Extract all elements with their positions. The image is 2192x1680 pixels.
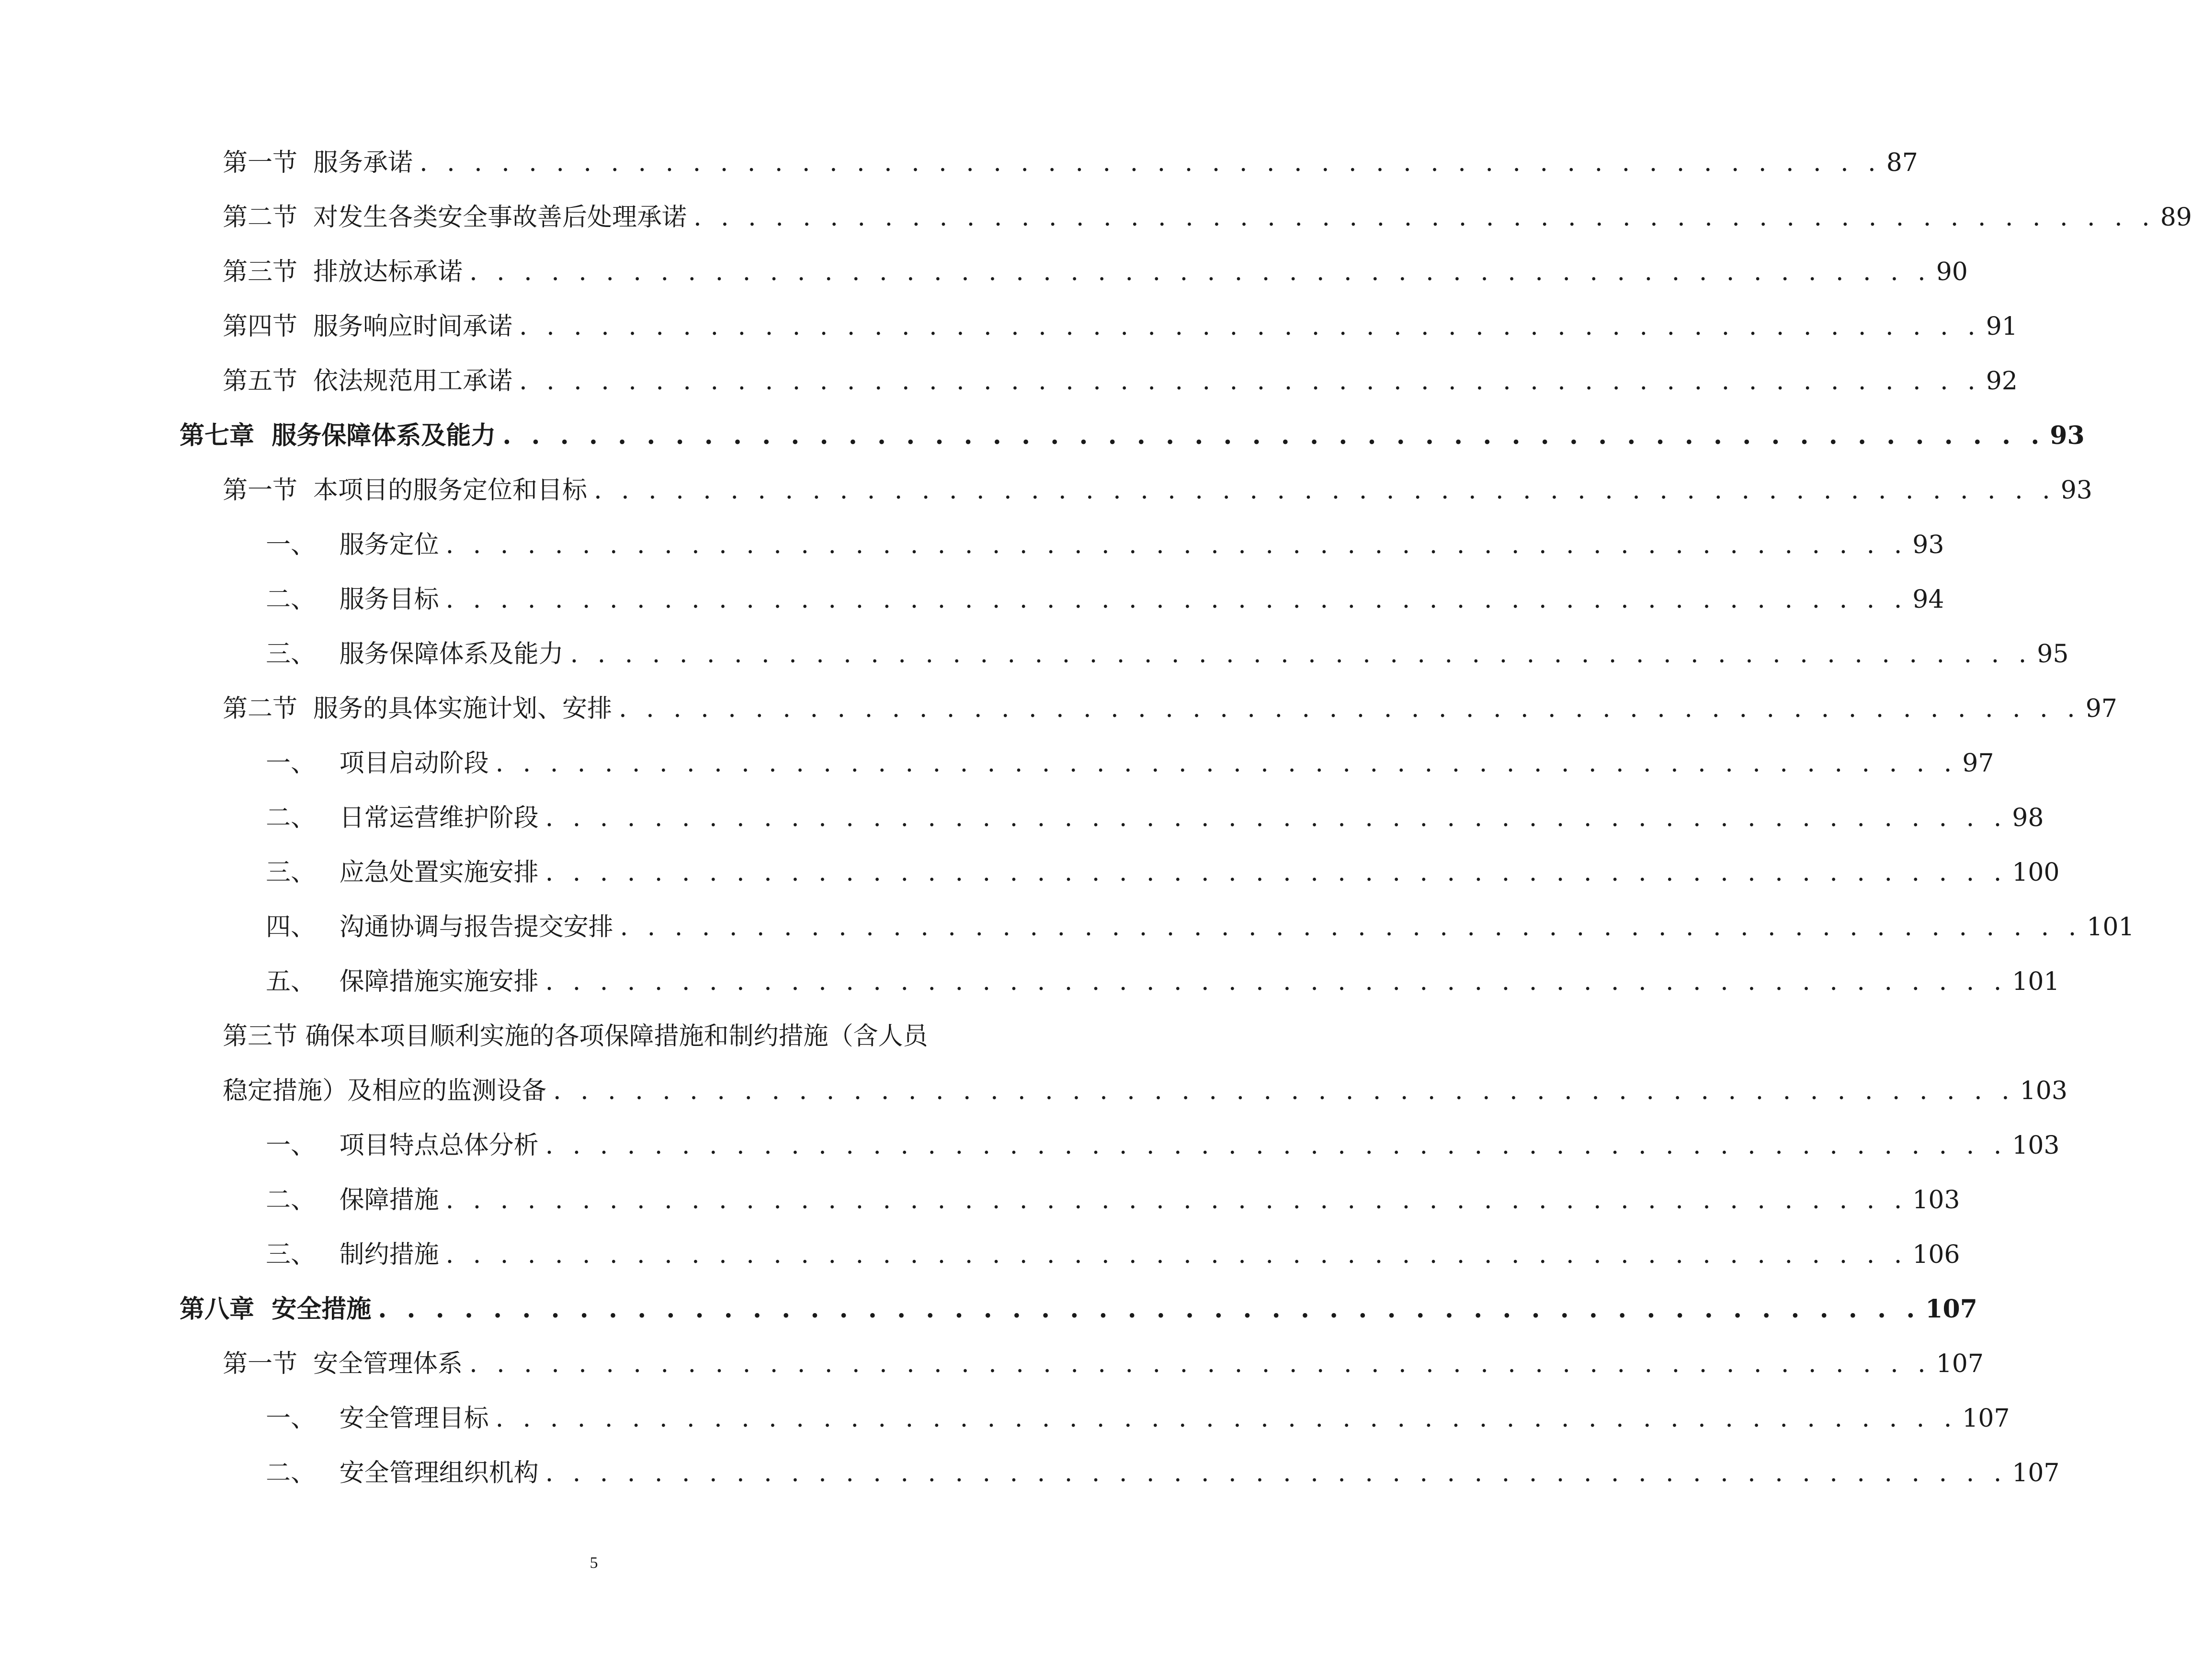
- toc-entry-page: 107: [1936, 1350, 1984, 1378]
- toc-entry-label: 稳定措施）及相应的监测设备: [223, 1077, 547, 1105]
- toc-subentry[interactable]: [266, 747, 1994, 780]
- toc-entry-label: 四、 沟通协调与报告提交安排: [266, 913, 613, 942]
- toc-entry-label: 三、 应急处置实施安排: [266, 858, 539, 887]
- dot-leader: . . . . . . . . . . . . . . . . . . . . . . . . . . . . . . . . . . . . . . . . . . . . . . . . . . . . . .: [545, 967, 2008, 996]
- toc-entry-label: 二、 保障措施: [266, 1186, 439, 1215]
- toc-entry-page: 107: [2012, 1459, 2060, 1487]
- dot-leader: . . . . . . . . . . . . . . . . . . . . . . . . . . . . . . . . . . . . . . . . . . . . . . . . . . . . . .: [619, 694, 2081, 723]
- dot-leader: . . . . . . . . . . . . . . . . . . . . . . . . . . . . . . . . . . . . . . . . . . . . . . . . . . . . . .: [469, 258, 1931, 286]
- toc-entry[interactable]: [223, 474, 2092, 507]
- page-number: 5: [590, 1554, 598, 1572]
- toc-entry-label: 第四节 服务响应时间承诺: [223, 312, 513, 341]
- toc-entry-page: 103: [2020, 1077, 2067, 1105]
- dot-leader: . . . . . . . . . . . . . . . . . . . . . . . . . . . . . . . . . . . . . . . . . . . . . . . . . . . . . .: [519, 312, 1981, 341]
- dot-leader: . . . . . . . . . . . . . . . . . . . . . . . . . . . . . . . . . . . . . . . . . . . . . . . . . . . . . .: [445, 585, 1908, 614]
- dot-leader: . . . . . . . . . . . . . . . . . . . . . . . . . . . . . . . . . . . . . . . . . . . . . . . . . . . . . .: [445, 531, 1908, 559]
- toc-subentry[interactable]: [266, 1183, 1960, 1217]
- toc-entry-label: 第五节 依法规范用工承诺: [223, 367, 513, 396]
- toc-entry-label: 二、 日常运营维护阶段: [266, 804, 539, 832]
- dot-leader: . . . . . . . . . . . . . . . . . . . . . . . . . . . . . . . . . . . . . . . . . . . . . . . . . . . . . .: [594, 476, 2056, 505]
- dot-leader: . . . . . . . . . . . . . . . . . . . . . . . . . . . . . . . . . . . . . . . . . . . . . . . . . . . . . .: [545, 804, 2008, 832]
- toc-subentry[interactable]: [266, 910, 2135, 944]
- toc-entry-label: 一、 项目特点总体分析: [266, 1131, 539, 1160]
- toc-entry-page: 89: [2160, 203, 2192, 232]
- toc-entry-page: 97: [1962, 749, 1994, 778]
- dot-leader: . . . . . . . . . . . . . . . . . . . . . . . . . . . . . . . . . . . . . . . . . . . . . . . . . . . . . .: [570, 640, 2033, 669]
- toc-entry-page: 107: [1925, 1294, 1977, 1324]
- toc-entry-label: 第一节 安全管理体系: [223, 1350, 463, 1378]
- dot-leader: . . . . . . . . . . . . . . . . . . . . . . . . . . . . . . . . . . . . . . . . . . . . . . . . . . . . . .: [495, 749, 1958, 778]
- toc-entry-page: 90: [1936, 258, 1968, 286]
- toc-entry-page: 98: [2012, 804, 2044, 832]
- toc-entry-label: 二、 服务目标: [266, 585, 439, 614]
- toc-entry-page: 91: [1986, 312, 2018, 341]
- toc-entry-page: 101: [2087, 913, 2135, 942]
- toc-entry-page: 93: [2060, 476, 2092, 505]
- toc-entry-page: 101: [2012, 967, 2060, 996]
- dot-leader: . . . . . . . . . . . . . . . . . . . . . . . . . . . . . . . . . . . . . . . . . . . . . . . . . . . . . .: [495, 1404, 1958, 1433]
- toc-entry-label: 五、 保障措施实施安排: [266, 967, 539, 996]
- toc-entry-page: 103: [2012, 1131, 2060, 1160]
- dot-leader: . . . . . . . . . . . . . . . . . . . . . . . . . . . . . . . . . . . . . . . . . . . . . . . . . . . . . .: [545, 1459, 2008, 1487]
- toc-subentry[interactable]: [266, 1238, 1960, 1271]
- toc-entry-label: 一、 安全管理目标: [266, 1404, 489, 1433]
- toc-entry[interactable]: [223, 146, 1918, 180]
- toc-entry-label: 第一节 服务承诺: [223, 148, 413, 177]
- toc-entry[interactable]: [223, 1347, 1984, 1381]
- toc-entry-page: 93: [2050, 421, 2085, 450]
- toc-entry[interactable]: [223, 310, 2018, 343]
- toc-entry-page: 103: [1912, 1186, 1960, 1215]
- dot-leader: . . . . . . . . . . . . . . . . . . . . . . . . . . . . . . . . . . . . . . . . . . . . . . . . . . . . . .: [378, 1294, 1921, 1324]
- toc-entry-page: 100: [2012, 858, 2060, 887]
- toc-entry-label: 第一节 本项目的服务定位和目标: [223, 476, 588, 505]
- toc-entry-label: 三、 服务保障体系及能力: [266, 640, 564, 669]
- toc-subentry[interactable]: [266, 1129, 2060, 1162]
- toc-chapter-entry[interactable]: [180, 419, 2085, 453]
- toc-entry[interactable]: [223, 1074, 2067, 1108]
- toc-entry-label: 第八章 安全措施: [180, 1294, 372, 1324]
- toc-subentry[interactable]: [266, 1456, 2060, 1490]
- toc-entry-page: 94: [1912, 585, 1944, 614]
- dot-leader: . . . . . . . . . . . . . . . . . . . . . . . . . . . . . . . . . . . . . . . . . . . . . . . . . . . . . .: [469, 1350, 1931, 1378]
- toc-entry-wrapped-line[interactable]: 第三节 确保本项目顺利实施的各项保障措施和制约措施（含人员: [223, 1022, 928, 1051]
- toc-entry[interactable]: [223, 364, 2018, 398]
- dot-leader: . . . . . . . . . . . . . . . . . . . . . . . . . . . . . . . . . . . . . . . . . . . . . . . . . . . . . .: [553, 1077, 2015, 1105]
- toc-subentry[interactable]: [266, 637, 2069, 671]
- toc-entry-label: 第三节 排放达标承诺: [223, 258, 463, 286]
- toc-entry-page: 93: [1912, 531, 1944, 559]
- toc-entry[interactable]: [223, 692, 2117, 726]
- toc-subentry[interactable]: [266, 965, 2060, 999]
- toc-entry[interactable]: [223, 255, 1968, 289]
- dot-leader: . . . . . . . . . . . . . . . . . . . . . . . . . . . . . . . . . . . . . . . . . . . . . . . . . . . . . .: [545, 1131, 2008, 1160]
- toc-subentry[interactable]: [266, 583, 1944, 616]
- dot-leader: . . . . . . . . . . . . . . . . . . . . . . . . . . . . . . . . . . . . . . . . . . . . . . . . . . . . . .: [445, 1240, 1908, 1269]
- toc-subentry[interactable]: [266, 1402, 2010, 1435]
- dot-leader: . . . . . . . . . . . . . . . . . . . . . . . . . . . . . . . . . . . . . . . . . . . . . . . . . . . . . .: [502, 421, 2045, 450]
- toc-entry-page: 92: [1986, 367, 2018, 396]
- dot-leader: . . . . . . . . . . . . . . . . . . . . . . . . . . . . . . . . . . . . . . . . . . . . . . . . . . . . . .: [693, 203, 2156, 232]
- toc-entry-label: 三、 制约措施: [266, 1240, 439, 1269]
- toc-chapter-entry[interactable]: [180, 1293, 1977, 1326]
- toc-entry-page: 87: [1886, 148, 1918, 177]
- toc-subentry[interactable]: [266, 856, 2060, 889]
- dot-leader: . . . . . . . . . . . . . . . . . . . . . . . . . . . . . . . . . . . . . . . . . . . . . . . . . . . . . .: [545, 858, 2008, 887]
- toc-entry-label: 一、 项目启动阶段: [266, 749, 489, 778]
- toc-entry-page: 97: [2085, 694, 2117, 723]
- toc-entry-page: 106: [1912, 1240, 1960, 1269]
- toc-entry[interactable]: [223, 201, 2192, 234]
- toc-subentry[interactable]: [266, 801, 2044, 835]
- dot-leader: . . . . . . . . . . . . . . . . . . . . . . . . . . . . . . . . . . . . . . . . . . . . . . . . . . . . . .: [420, 148, 1882, 177]
- dot-leader: . . . . . . . . . . . . . . . . . . . . . . . . . . . . . . . . . . . . . . . . . . . . . . . . . . . . . .: [445, 1186, 1908, 1215]
- toc-entry-label: 第二节 服务的具体实施计划、安排: [223, 694, 613, 723]
- toc-entry-label: 二、 安全管理组织机构: [266, 1459, 539, 1487]
- dot-leader: . . . . . . . . . . . . . . . . . . . . . . . . . . . . . . . . . . . . . . . . . . . . . . . . . . . . . .: [620, 913, 2082, 942]
- toc-entry-label: 第二节 对发生各类安全事故善后处理承诺: [223, 203, 687, 232]
- toc-entry-page: 107: [1962, 1404, 2010, 1433]
- toc-subentry[interactable]: [266, 528, 1944, 562]
- toc-entry-label: 一、 服务定位: [266, 531, 439, 559]
- toc-entry-page: 95: [2037, 640, 2069, 669]
- dot-leader: . . . . . . . . . . . . . . . . . . . . . . . . . . . . . . . . . . . . . . . . . . . . . . . . . . . . . .: [519, 367, 1981, 396]
- toc-entry-label: 第七章 服务保障体系及能力: [180, 421, 496, 450]
